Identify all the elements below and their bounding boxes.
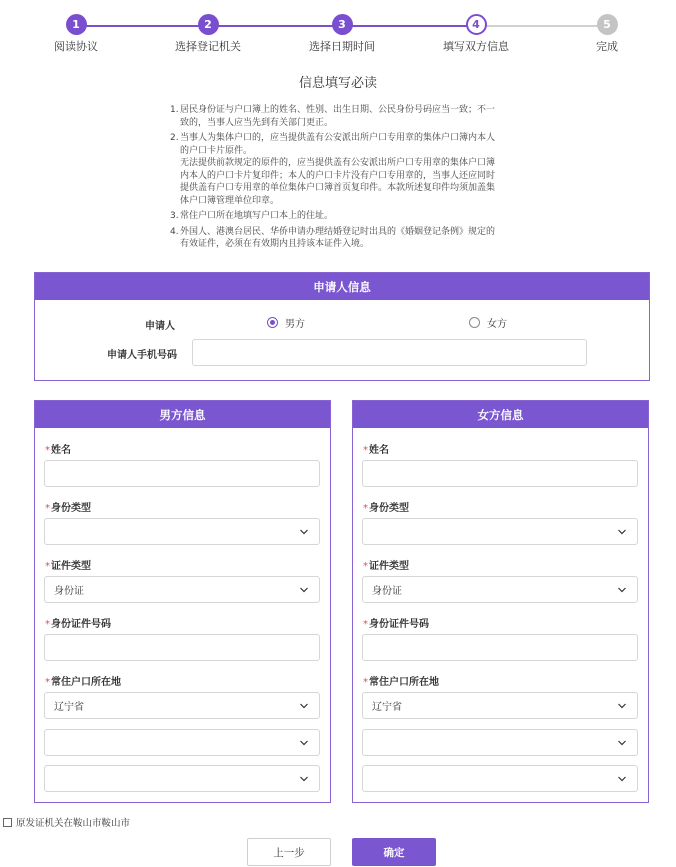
notice-list [170,104,500,254]
original-office-checkbox-row[interactable] [3,815,130,829]
required-mark: * [45,619,50,630]
male-info-panel [34,400,331,803]
notice-item-text: 无法提供前款规定的原件的，应当提供盖有公安派出所户口专用章的集体户口簿内本人的户口卡片复印件；本人的户口卡片没有户口专用章的，当事人还应同时提供盖有户口专用章的单位集体户口簿首页复印件。本款所述复印件均须加盖集体户口簿管理单位印章。 [180,158,496,206]
required-mark: * [45,503,50,514]
applicant-panel [34,272,650,381]
male-name-input[interactable] [44,460,320,487]
female-id-number-label: *身份证件号码 [363,619,429,630]
required-mark: * [363,619,368,630]
required-mark: * [45,677,50,688]
step-read-agreement [16,14,136,54]
step-label: 完成 [596,40,618,53]
male-name-label: *姓名 [45,445,71,456]
male-id-number-input[interactable] [44,634,320,661]
male-cert-type-select[interactable] [44,576,320,603]
previous-step-button[interactable]: 上一步 [247,838,331,866]
notice-item-number: 4. [170,226,179,237]
male-residence-city-select[interactable] [44,729,320,756]
chevron-down-icon [299,527,309,537]
female-residence-city-select[interactable] [362,729,638,756]
required-mark: * [363,503,368,514]
notice-item-text: 外国人、港澳台居民、华侨申请办理结婚登记时出具的《婚姻登记条例》规定的有效证件，必须在有效期内且持该本证件入境。 [180,226,496,249]
step-label: 选择登记机关 [175,40,241,53]
male-cert-type-label: *证件类型 [45,561,91,572]
notice-title: 信息填写必读 [298,76,377,91]
notice-item [170,210,500,223]
notice-item-number: 1. [170,105,179,115]
chevron-down-icon [299,774,309,784]
confirm-button[interactable]: 确定 [352,838,436,866]
radio-unchecked-icon[interactable] [469,317,480,328]
notice-item-number: 3. [170,211,179,221]
chevron-down-icon [299,701,309,711]
checkbox-unchecked-icon[interactable] [3,818,12,827]
male-residence-province-select[interactable] [44,692,320,719]
male-panel-header: 男方信息 [35,401,330,428]
progress-stepper [0,14,676,54]
step-number: 5 [597,14,618,35]
notice-item [170,132,500,207]
chevron-down-icon [617,738,627,748]
notice-item [170,226,500,251]
step-label: 填写双方信息 [443,40,509,53]
female-cert-type-select[interactable] [362,576,638,603]
female-info-panel [352,400,649,803]
radio-label: 男方 [285,319,305,330]
radio-label: 女方 [487,319,507,330]
female-residence-district-select[interactable] [362,765,638,792]
step-select-office [148,14,268,54]
applicant-female-radio[interactable] [469,315,507,330]
step-fill-info [416,14,536,54]
female-panel-header: 女方信息 [353,401,648,428]
required-mark: * [45,561,50,572]
required-mark: * [45,445,50,456]
female-id-number-input[interactable] [362,634,638,661]
chevron-down-icon [617,701,627,711]
notice-item-text: 当事人为集体户口的，应当提供盖有公安派出所户口专用章的集体户口簿内本人的户口卡片原件。 [180,133,496,156]
applicant-panel-header: 申请人信息 [35,273,649,300]
female-name-input[interactable] [362,460,638,487]
chevron-down-icon [617,527,627,537]
female-identity-type-select[interactable] [362,518,638,545]
applicant-label: 申请人 [145,321,175,332]
step-number: 3 [332,14,353,35]
chevron-down-icon [299,738,309,748]
female-cert-type-label: *证件类型 [363,561,409,572]
notice-item-number: 2. [170,133,179,143]
phone-input[interactable] [192,339,587,366]
applicant-male-radio[interactable] [267,315,305,330]
notice-item [170,104,500,129]
male-id-number-label: *身份证件号码 [45,619,111,630]
chevron-down-icon [617,774,627,784]
notice-item-text: 居民身份证与户口簿上的姓名、性别、出生日期、公民身份号码应当一致；不一致的，当事人应当先到有关部门更正。 [180,105,496,128]
male-identity-type-label: *身份类型 [45,503,91,514]
chevron-down-icon [617,585,627,595]
male-residence-label: *常住户口所在地 [45,677,121,688]
female-name-label: *姓名 [363,445,389,456]
required-mark: * [363,445,368,456]
female-residence-label: *常住户口所在地 [363,677,439,688]
select-value: 辽宁省 [372,702,402,713]
select-value: 身份证 [54,586,84,597]
female-residence-province-select[interactable] [362,692,638,719]
select-value: 辽宁省 [54,702,84,713]
select-value: 身份证 [372,586,402,597]
female-identity-type-label: *身份类型 [363,503,409,514]
step-number: 2 [198,14,219,35]
notice-item-text: 常住户口所在地填写户口本上的住址。 [180,211,334,221]
required-mark: * [363,677,368,688]
phone-label: 申请人手机号码 [107,350,177,361]
required-mark: * [363,561,368,572]
step-label: 选择日期时间 [309,40,375,53]
step-number: 1 [66,14,87,35]
male-residence-district-select[interactable] [44,765,320,792]
checkbox-label: 原发证机关在鞍山市鞍山市 [16,818,131,829]
step-select-date [282,14,402,54]
step-label: 阅读协议 [54,40,98,53]
step-complete [547,14,667,54]
male-identity-type-select[interactable] [44,518,320,545]
chevron-down-icon [299,585,309,595]
radio-checked-icon[interactable] [267,317,278,328]
step-number: 4 [466,14,487,35]
